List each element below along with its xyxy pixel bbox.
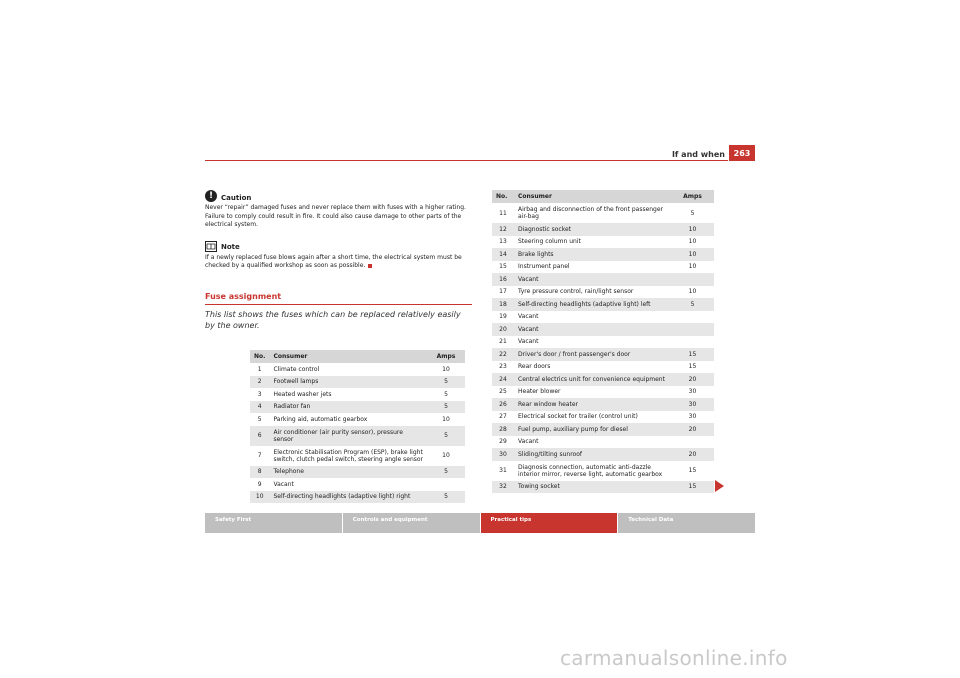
fuse-number: 18 — [492, 298, 514, 311]
fuse-consumer: Rear window heater — [514, 398, 671, 411]
table-row — [492, 348, 714, 361]
fuse-consumer: Air conditioner (air purity sensor), pressure sensor — [269, 426, 427, 446]
fuse-consumer: Fuel pump, auxiliary pump for diesel — [514, 423, 671, 436]
fuse-amps — [671, 323, 714, 336]
table-row — [492, 323, 714, 336]
table-row — [492, 386, 714, 399]
fuse-consumer: Electrical socket for trailer (control unit) — [518, 413, 638, 421]
watermark: carmanualsonline.info — [560, 646, 788, 670]
fuse-number: 22 — [492, 348, 514, 361]
fuse-consumer: Vacant — [518, 313, 539, 321]
table-row — [250, 426, 465, 446]
fuse-amps: 5 — [427, 376, 465, 389]
fuse-consumer: Vacant — [514, 323, 671, 336]
fuse-consumer: Vacant — [518, 438, 539, 446]
fuse-consumer: Telephone — [269, 466, 427, 479]
end-mark-icon — [368, 264, 372, 268]
header-rule — [205, 160, 728, 161]
fuse-amps: 15 — [688, 467, 697, 474]
fuse-consumer: Rear doors — [518, 363, 551, 371]
fuse-amps: 5 — [427, 466, 465, 479]
left-column — [205, 190, 472, 331]
fuse-consumer: Diagnostic socket — [514, 223, 671, 236]
col-amps-header: Amps — [427, 350, 465, 363]
fuse-consumer: Vacant — [273, 480, 294, 488]
fuse-number: 13 — [499, 238, 507, 246]
fuse-consumer: Heated washer jets — [273, 390, 332, 398]
table-row — [492, 311, 714, 324]
fuse-consumer: Driver's door / front passenger's door — [514, 348, 671, 361]
table-row — [492, 248, 714, 261]
fuse-consumer: Central electrics unit for convenience equipment — [514, 373, 671, 386]
fuse-amps: 30 — [671, 398, 714, 411]
fuse-amps: 20 — [671, 373, 714, 386]
fuse-amps: 30 — [688, 388, 697, 396]
fuse-consumer: Radiator fan — [269, 401, 427, 414]
fuse-consumer: Sliding/tilting sunroof — [514, 448, 671, 461]
fuse-consumer: Parking aid, automatic gearbox — [273, 415, 368, 423]
fuse-consumer: Footwell lamps — [269, 376, 427, 389]
fuse-number: 14 — [492, 248, 514, 261]
table-row — [492, 236, 714, 249]
footer-nav — [205, 513, 755, 533]
fuse-consumer: Electronic Stabilisation Program (ESP), brake light switch, clutch pedal switch, steering angle sensor — [273, 448, 424, 463]
fuse-number: 12 — [492, 223, 514, 236]
fuse-number: 5 — [257, 415, 262, 423]
table-row — [492, 203, 714, 223]
table-header-row — [492, 190, 714, 203]
fuse-number: 2 — [250, 376, 269, 389]
fuse-amps: 10 — [442, 415, 450, 423]
fuse-number: 8 — [250, 466, 269, 479]
fuse-number: 11 — [499, 209, 507, 217]
table-row — [492, 448, 714, 461]
caution-title: Caution — [221, 193, 252, 202]
footer-tab-technical-data[interactable]: Technical Data — [618, 513, 755, 533]
fuse-amps — [671, 336, 714, 349]
fuse-amps — [427, 478, 465, 491]
section-title: Fuse assignment — [205, 291, 282, 301]
table-row — [492, 273, 714, 286]
fuse-number: 21 — [499, 338, 507, 346]
fuse-amps: 5 — [444, 390, 448, 398]
fuse-consumer: Climate control — [273, 365, 320, 373]
fuse-consumer: Vacant — [518, 338, 539, 346]
col-amps-header: Amps — [671, 190, 714, 203]
fuse-number: 32 — [492, 481, 514, 494]
table-row — [250, 478, 465, 491]
fuse-amps: 10 — [688, 288, 697, 296]
section-intro: This list shows the fuses which can be replaced relatively easily by the owner. — [205, 310, 461, 330]
table-row — [250, 388, 465, 401]
fuse-number: 27 — [499, 413, 507, 421]
fuse-consumer: Steering column unit — [518, 238, 581, 246]
note-title: Note — [221, 243, 240, 251]
fuse-number: 3 — [257, 390, 262, 398]
fuse-consumer: Self-directing headlights (adaptive light) left — [514, 298, 671, 311]
caution-box — [205, 190, 472, 230]
fuse-number: 1 — [257, 365, 262, 373]
col-no-header: No. — [250, 350, 269, 363]
fuse-number: 4 — [250, 401, 269, 414]
fuse-number: 19 — [499, 313, 507, 321]
fuse-consumer: Towing socket — [514, 481, 671, 494]
table-header-row — [250, 350, 465, 363]
fuse-amps: 10 — [671, 248, 714, 261]
fuse-number: 20 — [492, 323, 514, 336]
fuse-amps: 5 — [427, 426, 465, 446]
fuse-amps: 10 — [671, 223, 714, 236]
fuse-consumer: Vacant — [514, 273, 671, 286]
page-number: 263 — [729, 145, 755, 161]
fuse-number: 31 — [499, 467, 507, 474]
col-no-header: No. — [492, 190, 514, 203]
fuse-amps: 10 — [688, 263, 697, 271]
fuse-amps: 15 — [671, 481, 714, 494]
table-row — [492, 336, 714, 349]
fuse-number: 17 — [499, 288, 507, 296]
fuse-amps — [671, 436, 714, 449]
fuse-number: 30 — [492, 448, 514, 461]
fuse-consumer: Instrument panel — [518, 263, 570, 271]
fuse-number: 25 — [499, 388, 507, 396]
fuse-amps: 10 — [442, 365, 450, 373]
fuse-amps: 30 — [688, 413, 697, 421]
table-row — [492, 481, 714, 494]
note-text: If a newly replaced fuse blows again after a short time, the electrical system must be checked by a qualified workshop as soon as possible. — [205, 253, 462, 269]
col-consumer-header: Consumer — [269, 350, 427, 363]
fuse-amps: 20 — [671, 423, 714, 436]
fuse-number: 29 — [499, 438, 507, 446]
fuse-amps: 15 — [671, 348, 714, 361]
fuse-amps — [671, 311, 714, 324]
fuse-amps: 5 — [427, 491, 465, 504]
footer-tab-controls-and-equipment[interactable]: Controls and equipment — [343, 513, 480, 533]
table-row — [250, 401, 465, 414]
fuse-number: 15 — [499, 263, 507, 271]
fuse-section — [205, 293, 472, 332]
table-row — [250, 376, 465, 389]
table-row — [492, 223, 714, 236]
col-consumer-header: Consumer — [514, 190, 671, 203]
caution-icon: ! — [205, 190, 217, 202]
section-rule — [205, 304, 472, 305]
fuse-number: 26 — [492, 398, 514, 411]
fuse-number: 9 — [257, 480, 262, 488]
fuse-amps: 5 — [671, 298, 714, 311]
footer-tab-practical-tips[interactable]: Practical tips — [481, 513, 618, 533]
fuse-number: 28 — [492, 423, 514, 436]
fuse-number: 16 — [492, 273, 514, 286]
table-row — [492, 411, 714, 424]
table-row — [250, 363, 465, 376]
table-row — [250, 413, 465, 426]
fuse-consumer: Airbag and disconnection of the front passenger air-bag — [518, 206, 664, 220]
fuse-number: 10 — [250, 491, 269, 504]
table-row — [492, 461, 714, 481]
table-row — [492, 423, 714, 436]
fuse-amps — [671, 273, 714, 286]
fuse-amps: 10 — [442, 452, 450, 459]
table-row — [492, 286, 714, 299]
fuse-consumer: Diagnosis connection, automatic anti-dazzle interior mirror, reverse light, automatic gearbox — [518, 463, 663, 478]
fuse-amps: 15 — [688, 363, 697, 371]
table-row — [492, 398, 714, 411]
table-row — [250, 466, 465, 479]
fuse-amps: 5 — [690, 209, 695, 217]
fuse-amps: 5 — [427, 401, 465, 414]
next-page-arrow-icon[interactable] — [715, 480, 724, 492]
table-row — [492, 261, 714, 274]
fuse-number: 23 — [499, 363, 507, 371]
fuse-table-right — [492, 190, 714, 493]
footer-tab-safety-first[interactable]: Safety First — [205, 513, 342, 533]
fuse-consumer: Self-directing headlights (adaptive light) right — [269, 491, 427, 504]
table-row — [492, 298, 714, 311]
note-icon — [205, 241, 217, 252]
fuse-number: 6 — [250, 426, 269, 446]
running-title: If and when — [671, 150, 725, 159]
fuse-consumer: Tyre pressure control, rain/light sensor — [518, 288, 634, 296]
fuse-consumer: Heater blower — [518, 388, 561, 396]
fuse-amps: 10 — [688, 238, 697, 246]
table-row — [250, 446, 465, 466]
fuse-table-left — [250, 350, 465, 503]
fuse-number: 24 — [492, 373, 514, 386]
fuse-consumer: Brake lights — [514, 248, 671, 261]
note-box — [205, 241, 472, 271]
table-row — [250, 491, 465, 504]
table-row — [492, 436, 714, 449]
caution-text: Never “repair” damaged fuses and never replace them with fuses with a higher rating. Failure to comply could result in fire. It could also cause damage to other parts of the electrical system. — [205, 204, 466, 228]
fuse-amps: 20 — [671, 448, 714, 461]
table-row — [492, 373, 714, 386]
fuse-number: 7 — [257, 452, 262, 459]
table-row — [492, 361, 714, 374]
